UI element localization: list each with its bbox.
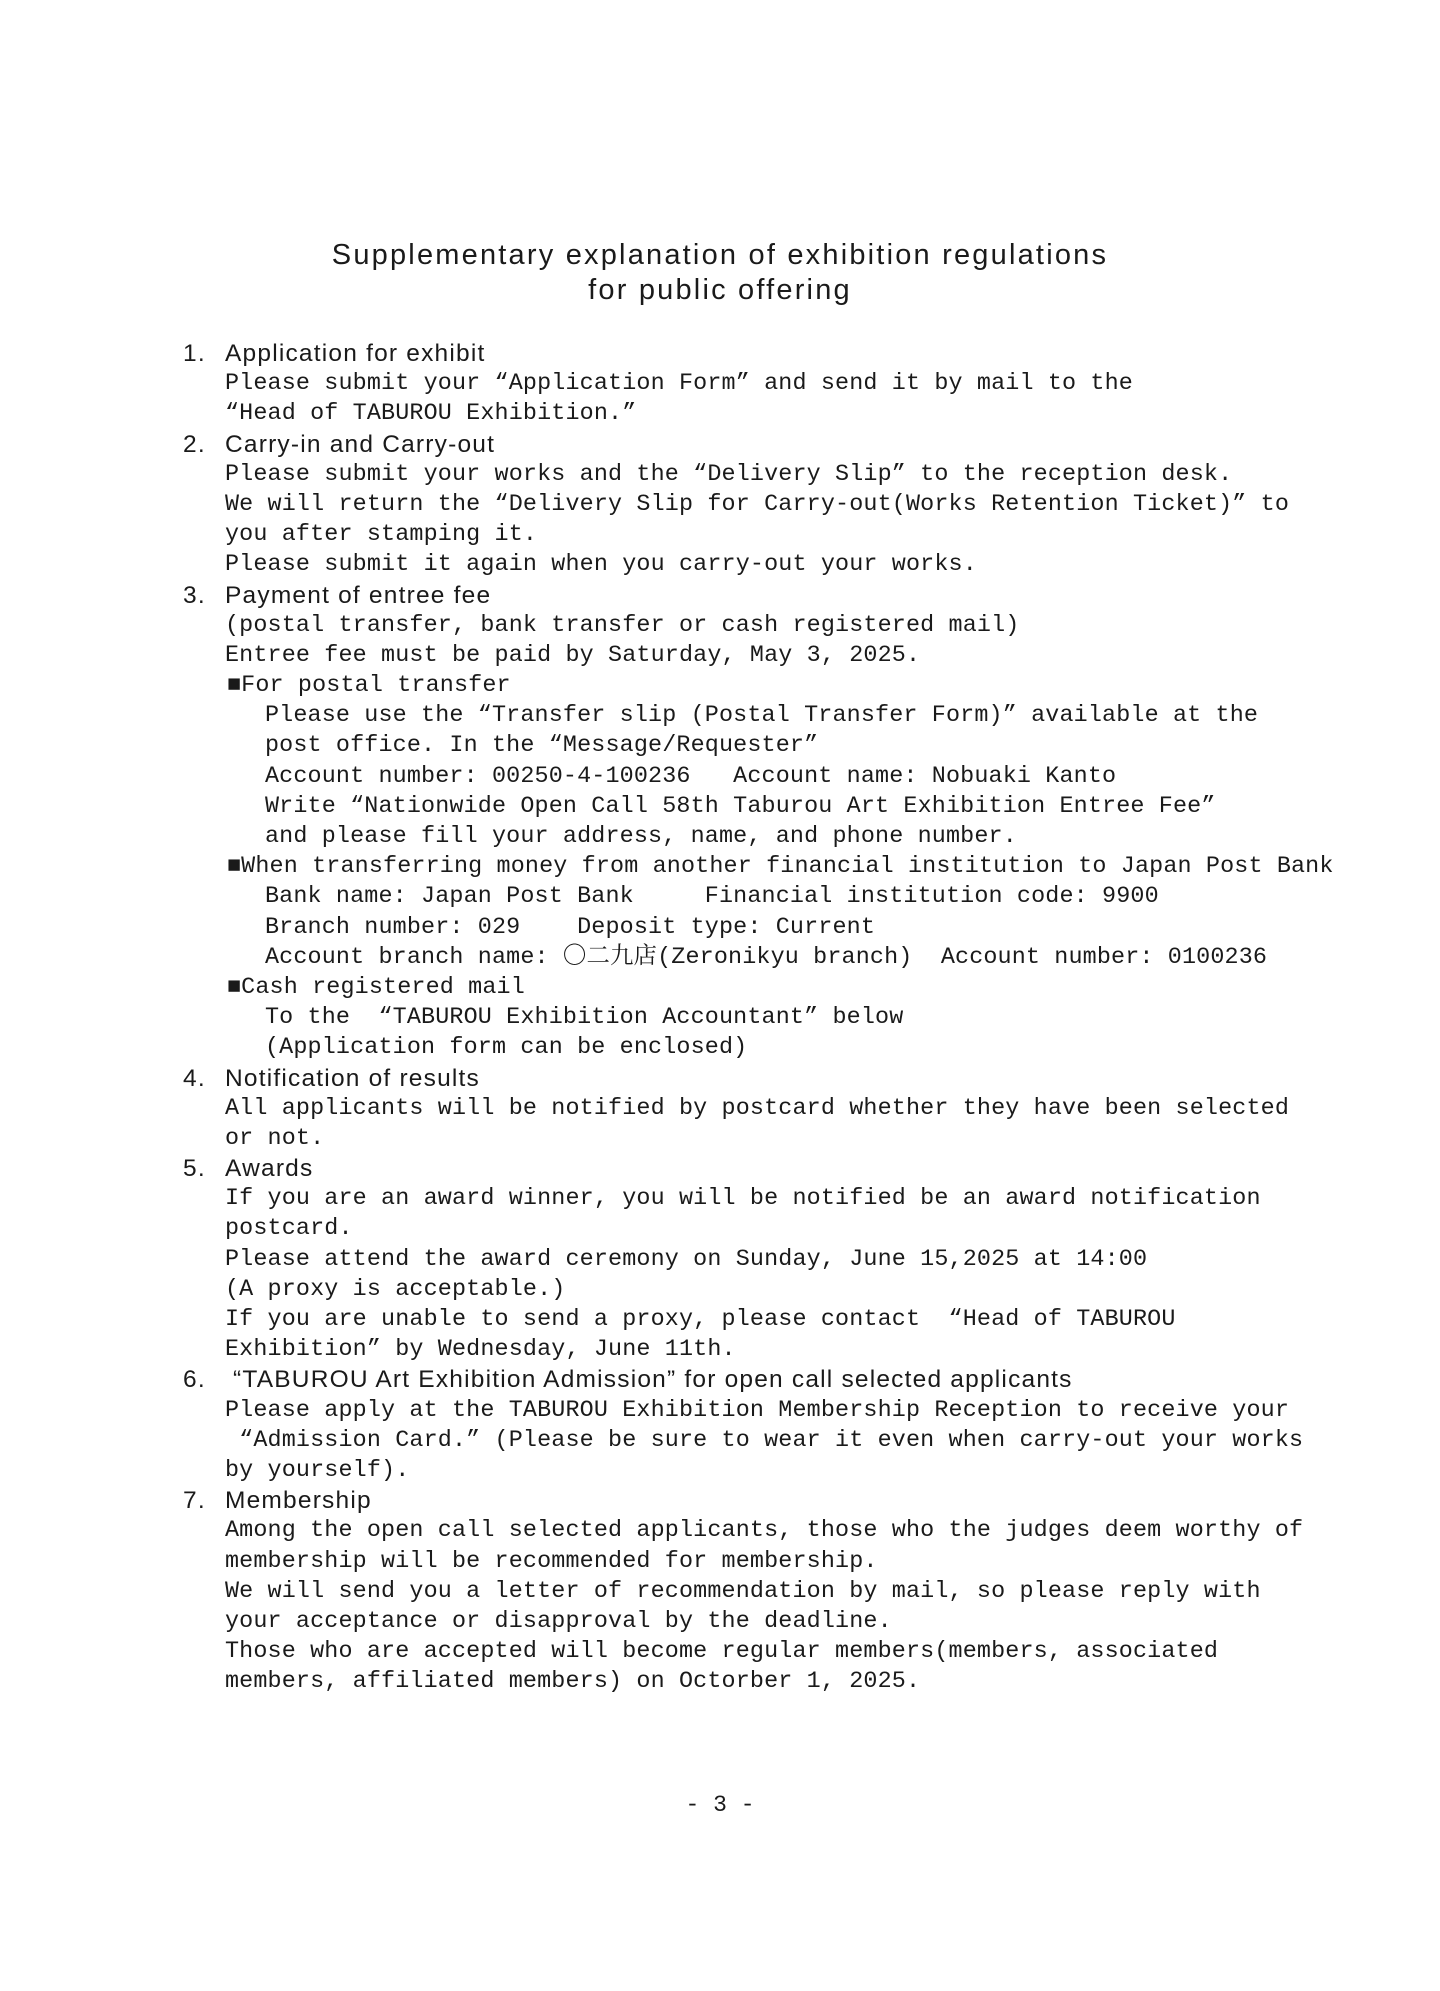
regulations-list	[183, 339, 1423, 1697]
section-heading	[183, 1154, 1423, 1184]
section-heading-text: Notification of results	[225, 1064, 481, 1092]
section-text-line: Among the open call selected applicants, those who the judges deem worthy of	[225, 1518, 1304, 1545]
section-heading-text: “TABUROU Art Exhibition Admission” for open call selected applicants	[225, 1366, 1073, 1394]
section-heading	[183, 430, 1423, 460]
section-text-line: Please submit your works and the “Delivery Slip” to the reception desk.	[225, 461, 1233, 488]
section-6	[183, 1365, 1423, 1486]
subsection-text-line: To the “TABUROU Exhibition Accountant” below	[265, 1005, 904, 1032]
section-text-line: Please apply at the TABUROU Exhibition Membership Reception to receive your	[225, 1397, 1289, 1424]
section-heading	[183, 581, 1423, 611]
subsection-heading: ■Cash registered mail	[227, 974, 525, 1001]
subsection-text-line: Account branch name: 〇二九店(Zeronikyu branch) Account number: 0100236	[265, 944, 1268, 971]
section-text-line: Exhibition” by Wednesday, June 11th.	[225, 1337, 736, 1364]
section-heading-text: Application for exhibit	[225, 340, 486, 367]
section-number: 4.	[183, 1064, 206, 1092]
section-text-line: by yourself).	[225, 1457, 410, 1484]
title-line-1: Supplementary explanation of exhibition regulations	[331, 239, 1109, 271]
section-text-line: Please submit your “Application Form” and send it by mail to the	[225, 371, 1133, 398]
section-5	[183, 1154, 1423, 1365]
section-1	[183, 339, 1423, 430]
subsection-2	[183, 852, 1423, 973]
section-heading	[183, 1365, 1423, 1395]
section-text-line: All applicants will be notified by postcard whether they have been selected	[225, 1095, 1289, 1122]
section-text-line: Those who are accepted will become regular members(members, associated	[225, 1639, 1219, 1666]
section-number: 3.	[183, 581, 206, 609]
section-7	[183, 1486, 1423, 1697]
section-2	[183, 430, 1423, 581]
section-text-line: postcard.	[225, 1216, 353, 1243]
section-text-line: If you are an award winner, you will be notified be an award notification	[225, 1186, 1261, 1213]
section-text-line: If you are unable to send a proxy, please contact “Head of TABUROU	[225, 1307, 1176, 1333]
section-text-line: members, affiliated members) on Octorber 1, 2025.	[225, 1669, 921, 1696]
subsection-text-line: Account number: 00250-4-100236 Account name: Nobuaki Kanto	[265, 763, 1117, 790]
section-text-line: you after stamping it.	[225, 522, 538, 549]
subsection-heading: ■When transferring money from another financial institution to Japan Post Bank	[227, 854, 1334, 881]
subsection-text-line: post office. In the “Message/Requester”	[265, 733, 819, 760]
section-text-line: “Admission Card.” (Please be sure to wear it even when carry-out your works	[225, 1427, 1304, 1454]
subsection-text-line: Please use the “Transfer slip (Postal Transfer Form)” available at the	[265, 703, 1259, 730]
section-heading-text: Carry-in and Carry-out	[225, 430, 496, 458]
section-heading-text: Awards	[225, 1155, 314, 1183]
subsection-text-line: and please fill your address, name, and phone number.	[265, 824, 1017, 850]
section-text-line: We will return the “Delivery Slip for Carry-out(Works Retention Ticket)” to	[225, 491, 1289, 518]
section-text-line: Entree fee must be paid by Saturday, May 3, 2025.	[225, 642, 921, 669]
section-text-line: We will send you a letter of recommendation by mail, so please reply with	[225, 1578, 1261, 1605]
section-number: 7.	[183, 1487, 206, 1515]
section-text-line: membership will be recommended for membership.	[225, 1548, 878, 1575]
subsection-text-line: Bank name: Japan Post Bank Financial institution code: 9900	[265, 884, 1159, 911]
section-heading-text: Payment of entree fee	[225, 581, 492, 609]
subsection-text-line: Branch number: 029 Deposit type: Current	[265, 914, 876, 941]
subsection-heading: ■For postal transfer	[227, 673, 511, 700]
section-heading	[183, 339, 1423, 369]
section-number: 1.	[183, 340, 206, 367]
section-text-line: or not.	[225, 1125, 325, 1152]
section-heading-text: Membership	[225, 1487, 372, 1515]
subsection-text-line: Write “Nationwide Open Call 58th Taburou Art Exhibition Entree Fee”	[265, 793, 1216, 820]
section-text-line: your acceptance or disapproval by the deadline.	[225, 1608, 892, 1635]
section-text-line: (A proxy is acceptable.)	[225, 1276, 566, 1303]
section-text-line: “Head of TABUROU Exhibition.”	[225, 401, 637, 428]
section-text-line: (postal transfer, bank transfer or cash registered mail)	[225, 612, 1020, 639]
page-title	[0, 238, 1440, 308]
section-text-line: Please submit it again when you carry-out your works.	[225, 552, 977, 579]
title-line-2: for public offering	[588, 274, 852, 306]
section-number: 2.	[183, 430, 206, 458]
section-3	[183, 581, 1423, 1064]
section-number: 6.	[183, 1366, 206, 1394]
subsection-1	[183, 671, 1423, 852]
section-heading	[183, 1486, 1423, 1516]
section-4	[183, 1064, 1423, 1155]
section-text-line: Please attend the award ceremony on Sunday, June 15,2025 at 14:00	[225, 1246, 1148, 1273]
section-number: 5.	[183, 1155, 206, 1183]
page-number: - 3 -	[685, 1792, 755, 1818]
section-heading	[183, 1064, 1423, 1094]
subsection-text-line: (Application form can be enclosed)	[265, 1035, 748, 1062]
subsection-3	[183, 973, 1423, 1064]
